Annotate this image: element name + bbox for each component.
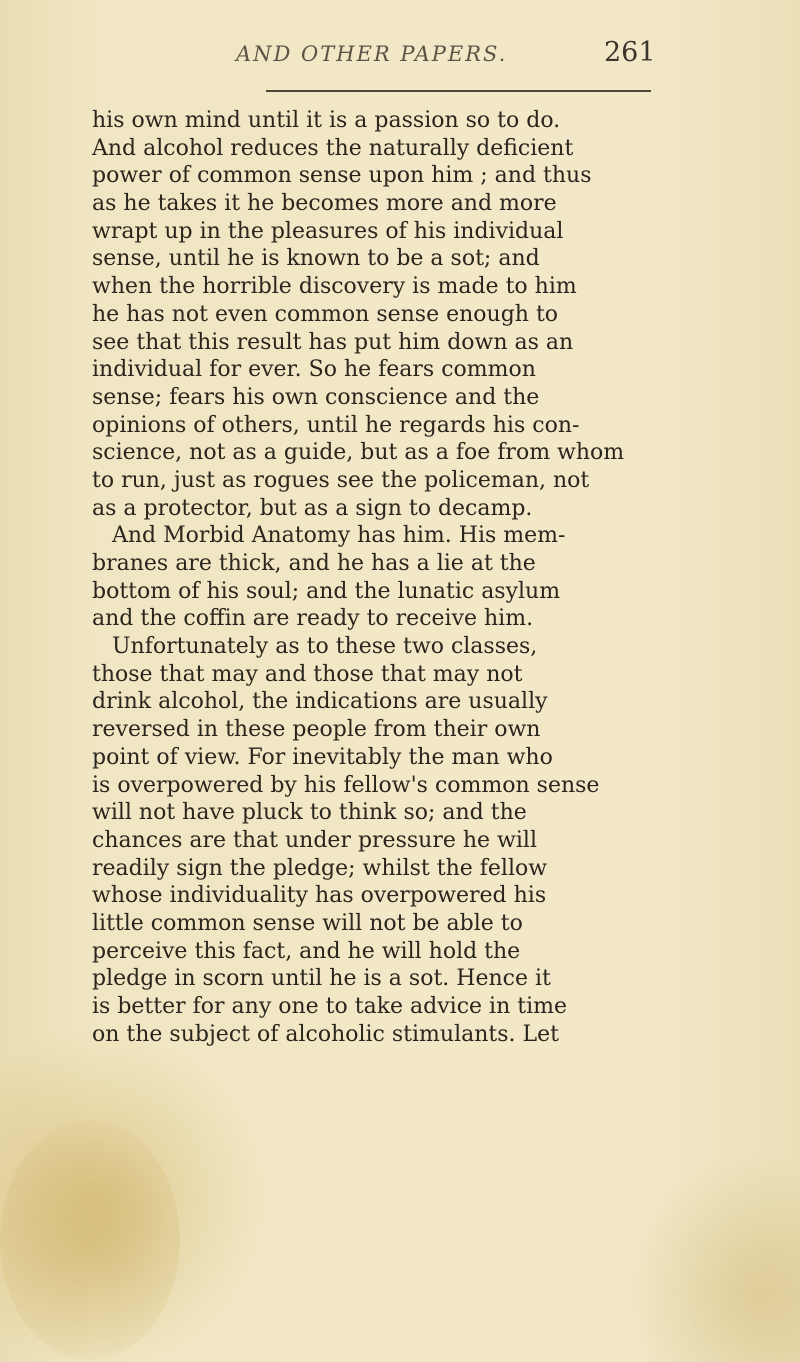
text-line: little common sense will not be able to xyxy=(92,910,523,936)
text-line: power of common sense upon him ; and thus xyxy=(92,163,592,189)
text-line: as a protector, but as a sign to decamp. xyxy=(92,495,533,521)
text-line: will not have pluck to think so; and the xyxy=(92,800,527,826)
text-line: drink alcohol, the indications are usually xyxy=(92,689,548,715)
text-line: sense, until he is known to be a sot; and xyxy=(92,246,540,272)
text-line: And alcohol reduces the naturally deficient xyxy=(92,135,574,161)
page-header xyxy=(0,37,800,82)
text-line: perceive this fact, and he will hold the xyxy=(92,938,521,964)
text-line: opinions of others, until he regards his con- xyxy=(92,412,580,438)
text-line: is overpowered by his fellow's common sense xyxy=(92,772,600,798)
header-rule xyxy=(266,90,651,92)
text-line: bottom of his soul; and the lunatic asylum xyxy=(92,578,561,604)
text-line: those that may and those that may not xyxy=(92,661,523,687)
paper-stain xyxy=(0,1120,180,1360)
text-line: branes are thick, and he has a lie at the xyxy=(92,551,536,576)
page-number: 261 xyxy=(604,37,656,68)
text-line: And Morbid Anatomy has him. His mem- xyxy=(112,523,566,549)
text-line: individual for ever. So he fears common xyxy=(92,357,536,383)
text-line: science, not as a guide, but as a foe from whom xyxy=(92,440,625,466)
text-line: reversed in these people from their own xyxy=(92,717,541,743)
text-line: readily sign the pledge; whilst the fellow xyxy=(92,855,548,881)
text-line: Unfortunately as to these two classes, xyxy=(112,634,538,660)
text-line: he has not even common sense enough to xyxy=(92,301,559,327)
text-line: wrapt up in the pleasures of his individual xyxy=(92,218,564,244)
text-line: see that this result has put him down as an xyxy=(92,329,574,355)
text-line: when the horrible discovery is made to him xyxy=(92,274,577,300)
text-line: sense; fears his own conscience and the xyxy=(92,384,540,410)
text-line: and the coffin are ready to receive him. xyxy=(92,606,534,632)
text-line: as he takes it he becomes more and more xyxy=(92,191,557,217)
text-line: pledge in scorn until he is a sot. Hence it xyxy=(92,966,551,992)
text-line: his own mind until it is a passion so to do. xyxy=(92,108,561,133)
running-head: AND OTHER PAPERS. xyxy=(236,42,508,66)
text-line: on the subject of alcoholic stimulants. Let xyxy=(92,1021,559,1047)
body-text xyxy=(92,107,652,1048)
text-line: point of view. For inevitably the man who xyxy=(92,744,553,770)
text-line: is better for any one to take advice in time xyxy=(92,994,567,1019)
text-line: chances are that under pressure he will xyxy=(92,827,537,853)
text-line: to run, just as rogues see the policeman, not xyxy=(92,467,590,493)
text-line: whose individuality has overpowered his xyxy=(92,883,547,909)
